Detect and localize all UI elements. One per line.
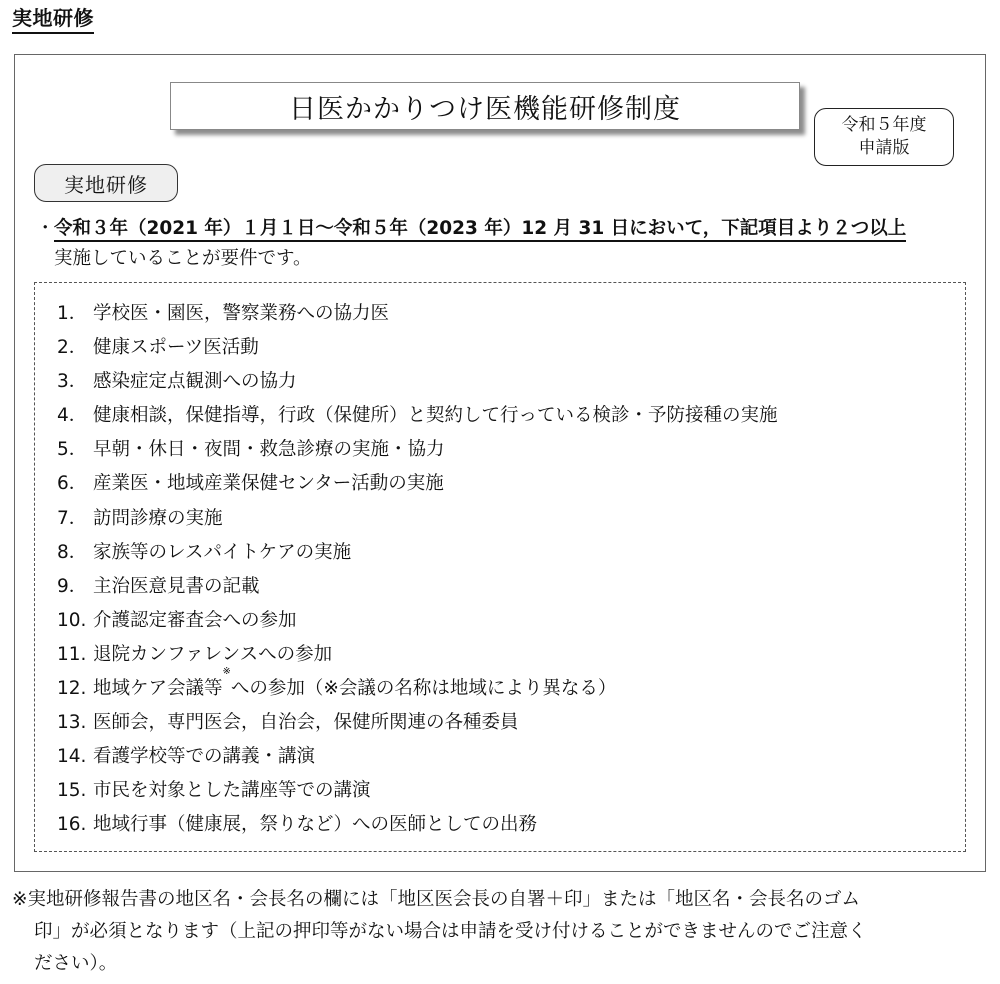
- bullet-mark: ・: [36, 218, 55, 239]
- footnote-line-2: 印」が必須となります（上記の押印等がない場合は申請を受け付けることができませんのでご注意く: [34, 921, 867, 942]
- item-number: 13.: [57, 712, 87, 734]
- item-number: 5．: [57, 439, 88, 461]
- edition-badge-line1: 令和５年度: [841, 115, 927, 135]
- item-text: 主治医意見書の記載: [93, 575, 260, 597]
- item-text: 退院カンファレンスへの参加: [93, 643, 333, 665]
- item-number: 1．: [57, 303, 88, 324]
- item-number: 12.: [57, 678, 87, 700]
- list-item: [57, 365, 778, 399]
- list-item: [57, 536, 778, 570]
- list-item: [57, 399, 778, 433]
- item-text: 医師会，専門医会，自治会，保健所関連の各種委員: [93, 712, 519, 734]
- item-number: 6．: [57, 473, 88, 495]
- edition-badge-line2: 申請版: [858, 138, 910, 158]
- item-number: 7．: [57, 507, 88, 529]
- list-item: [57, 638, 778, 672]
- item-number: 10.: [57, 609, 87, 631]
- item-text: 早朝・休日・夜間・救急診療の実施・協力: [93, 439, 445, 461]
- item-text: 感染症定点観測への協力: [93, 371, 297, 393]
- item-text: 健康相談，保健指導，行政（保健所）と契約して行っている検診・予防接種の実施: [93, 405, 778, 427]
- list-item: [57, 502, 778, 536]
- footnote-mark: ※: [222, 666, 231, 678]
- item-text: 介護認定審査会への参加: [93, 609, 297, 631]
- item-number: 8．: [57, 541, 88, 563]
- list-item: [57, 604, 778, 638]
- list-item: [57, 808, 778, 842]
- item-text: 産業医・地域産業保健センター活動の実施: [93, 473, 444, 495]
- list-item: [57, 297, 778, 331]
- list-item: [57, 467, 778, 501]
- edition-badge: [814, 108, 954, 166]
- list-item: [57, 433, 778, 467]
- page-heading: 実地研修: [12, 6, 94, 34]
- item-text: 健康スポーツ医活動: [93, 337, 259, 359]
- item-number: 11.: [57, 643, 87, 665]
- item-text: 看護学校等での講義・講演: [93, 746, 316, 768]
- list-item: [57, 666, 778, 706]
- section-label: [34, 164, 178, 202]
- footnote-line-3: ださい）。: [34, 953, 118, 974]
- item-number: 2．: [57, 337, 88, 359]
- item-text: 学校医・園医，警察業務への協力医: [93, 303, 390, 324]
- item-text-rest: への参加（※会議の名称は地域により異なる）: [230, 678, 617, 700]
- item-text: 訪問診療の実施: [93, 507, 223, 529]
- section-label-text: 実地研修: [64, 172, 148, 197]
- item-number: 14.: [57, 746, 87, 768]
- requirement-continuation: 実施していることが要件です。: [54, 248, 312, 269]
- footnote: [12, 884, 988, 980]
- list-item: [57, 774, 778, 808]
- list-item: [57, 740, 778, 774]
- document-title-text: 日医かかりつけ医機能研修制度: [289, 93, 681, 125]
- item-list: [57, 297, 778, 843]
- list-item: [57, 706, 778, 740]
- items-box: [34, 282, 966, 852]
- item-text: 市民を対象とした講座等での講演: [93, 780, 371, 802]
- item-number: 16.: [57, 814, 87, 836]
- item-text: 家族等のレスパイトケアの実施: [93, 541, 352, 563]
- item-number: 4．: [57, 405, 88, 427]
- document-title: [170, 82, 800, 130]
- item-text: 地域行事（健康展，祭りなど）への医師としての出務: [93, 814, 538, 836]
- item-number: 3．: [57, 371, 88, 393]
- item-text: 地域ケア会議等: [93, 678, 223, 700]
- footnote-line-1: ※実地研修報告書の地区名・会長名の欄には「地区医会長の自署＋印」または「地区名・会長名のゴム: [12, 889, 861, 910]
- item-number: 9．: [57, 575, 88, 597]
- list-item: [57, 331, 778, 365]
- requirement-main: 令和３年（2021 年）１月１日～令和５年（2023 年）12 月 31 日において，下記項目より２つ以上: [54, 218, 906, 242]
- list-item: [57, 570, 778, 604]
- item-number: 15.: [57, 780, 87, 802]
- requirement-text: [36, 214, 976, 274]
